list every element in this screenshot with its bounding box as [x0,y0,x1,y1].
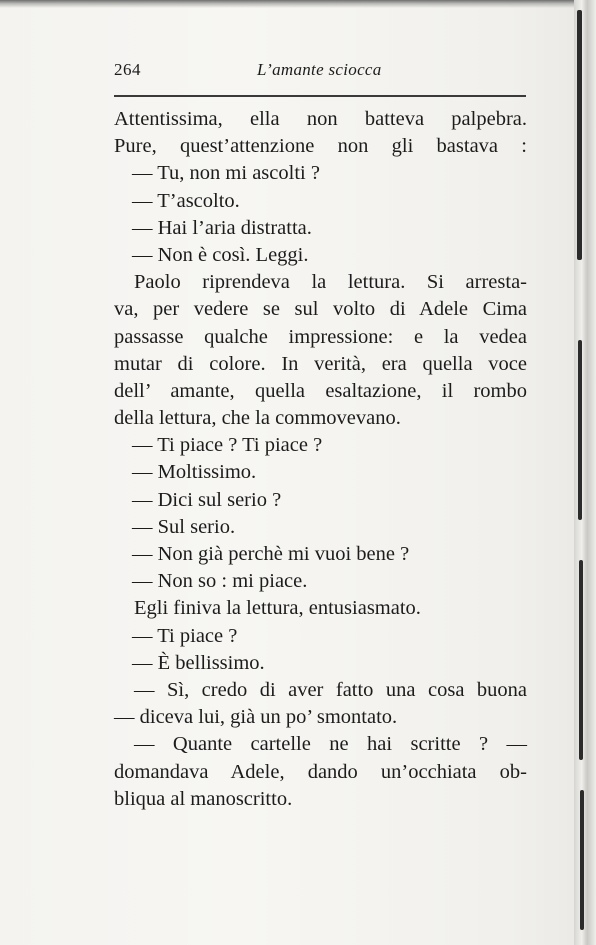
header-rule [114,95,526,97]
text-line: — T’ascolto. [132,189,240,212]
text-line: va, per vedere se sul volto di Adele Cima [114,298,527,321]
binding-shadow-line [579,560,583,760]
text-line: bliqua al manoscritto. [114,787,293,810]
text-line: — Hai l’aria distratta. [132,216,312,239]
text-line: Egli finiva la lettura, entusiasmato. [134,597,421,620]
text-line: Attentissima, ella non batteva palpebra. [114,108,527,130]
text-line: domandava Adele, dando un’occhiata ob- [114,760,527,783]
text-line: — Dici sul serio ? [132,488,282,511]
scan-top-shadow [0,0,596,8]
text-line: — Non so : mi piace. [132,570,308,593]
text-line: della lettura, che la commovevano. [114,407,401,430]
text-line: dell’ amante, quella esaltazione, il rombo [114,379,527,402]
body-text [114,106,532,813]
text-line: — Ti piace ? [132,624,238,647]
text-line: passasse qualche impressione: e la vedea [114,325,527,348]
text-line: Pure, quest’attenzione non gli bastava : [114,135,527,158]
page-header [114,60,526,84]
text-line: — Sì, credo di aver fatto una cosa buona [134,678,527,701]
text-line: — È bellissimo. [132,651,265,674]
text-line: — Sul serio. [132,515,236,538]
text-line: — diceva lui, già un po’ smontato. [114,706,398,729]
binding-shadow-line [578,340,582,520]
page-number: 264 [114,60,141,79]
text-line: — Tu, non mi ascolti ? [132,162,320,185]
text-line: — Moltissimo. [132,461,257,484]
running-title: L’amante sciocca [257,60,382,79]
binding-shadow-line [577,10,582,260]
text-line: — Ti piace ? Ti piace ? [132,434,323,457]
binding-shadow-line [580,790,584,930]
text-line: — Non già perchè mi vuoi bene ? [132,543,410,565]
text-line: — Quante cartelle ne hai scritte ? — [134,733,527,756]
text-line: Paolo riprendeva la lettura. Si arresta- [134,271,527,294]
text-line: — Non è così. Leggi. [132,243,309,266]
text-line: mutar di colore. In verità, era quella voce [114,352,527,375]
